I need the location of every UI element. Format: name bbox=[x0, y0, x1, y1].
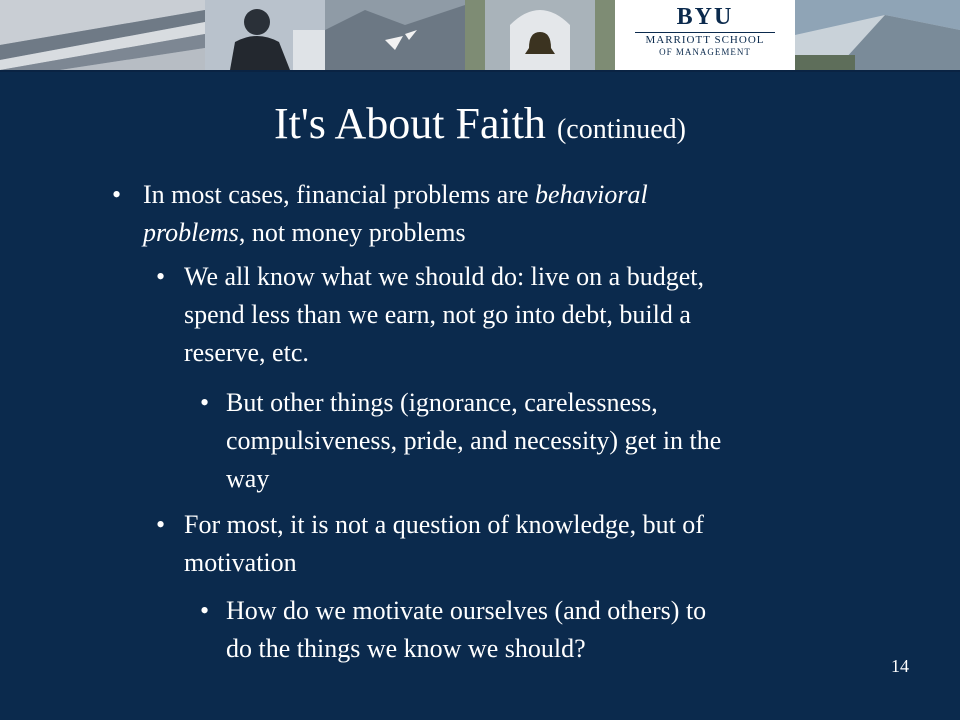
bullet-marker: • bbox=[112, 180, 122, 209]
bullet-line: compulsiveness, pride, and necessity) get in the bbox=[226, 426, 722, 455]
bullet-line: way bbox=[226, 464, 270, 493]
bullet-text: , not money problems bbox=[238, 218, 466, 247]
bullet-marker: • bbox=[156, 510, 166, 539]
bullet-marker: • bbox=[156, 262, 166, 291]
bullet-line: How do we motivate ourselves (and others) to bbox=[226, 596, 707, 625]
bullet-item-level3 bbox=[200, 592, 866, 668]
bullet-line: But other things (ignorance, carelessness, bbox=[226, 388, 658, 417]
bullet-marker: • bbox=[200, 596, 210, 625]
bullet-line bbox=[143, 176, 843, 214]
bullet-line: do the things we know we should? bbox=[226, 634, 586, 663]
bullet-text: In most cases, financial problems are bbox=[143, 180, 536, 209]
slide-title-suffix: (continued) bbox=[556, 114, 686, 145]
bullet-item-level3 bbox=[200, 384, 866, 498]
slide-title-main: It's About Faith bbox=[273, 99, 546, 148]
logo-byu-text: BYU bbox=[676, 4, 734, 30]
bullet-item-level2 bbox=[156, 258, 864, 372]
bullet-emphasis: behavioral bbox=[535, 180, 648, 209]
bullet-line: We all know what we should do: live on a budget, bbox=[184, 262, 704, 291]
bullet-item-level2 bbox=[156, 506, 864, 582]
bullet-line: spend less than we earn, not go into debt, build a bbox=[184, 300, 691, 329]
bullet-line: For most, it is not a question of knowledge, but of bbox=[184, 510, 704, 539]
bullet-line bbox=[143, 214, 843, 252]
logo-marriott-text: MARRIOTT SCHOOL bbox=[645, 34, 765, 46]
page-number: 14 bbox=[891, 656, 909, 676]
bullet-marker: • bbox=[200, 388, 210, 417]
bullet-item-level1 bbox=[112, 176, 843, 252]
logo-management-text: OF MANAGEMENT bbox=[659, 47, 751, 57]
bullet-line: reserve, etc. bbox=[184, 338, 309, 367]
bullet-emphasis: problems bbox=[143, 218, 239, 247]
bullet-line: motivation bbox=[184, 548, 297, 577]
